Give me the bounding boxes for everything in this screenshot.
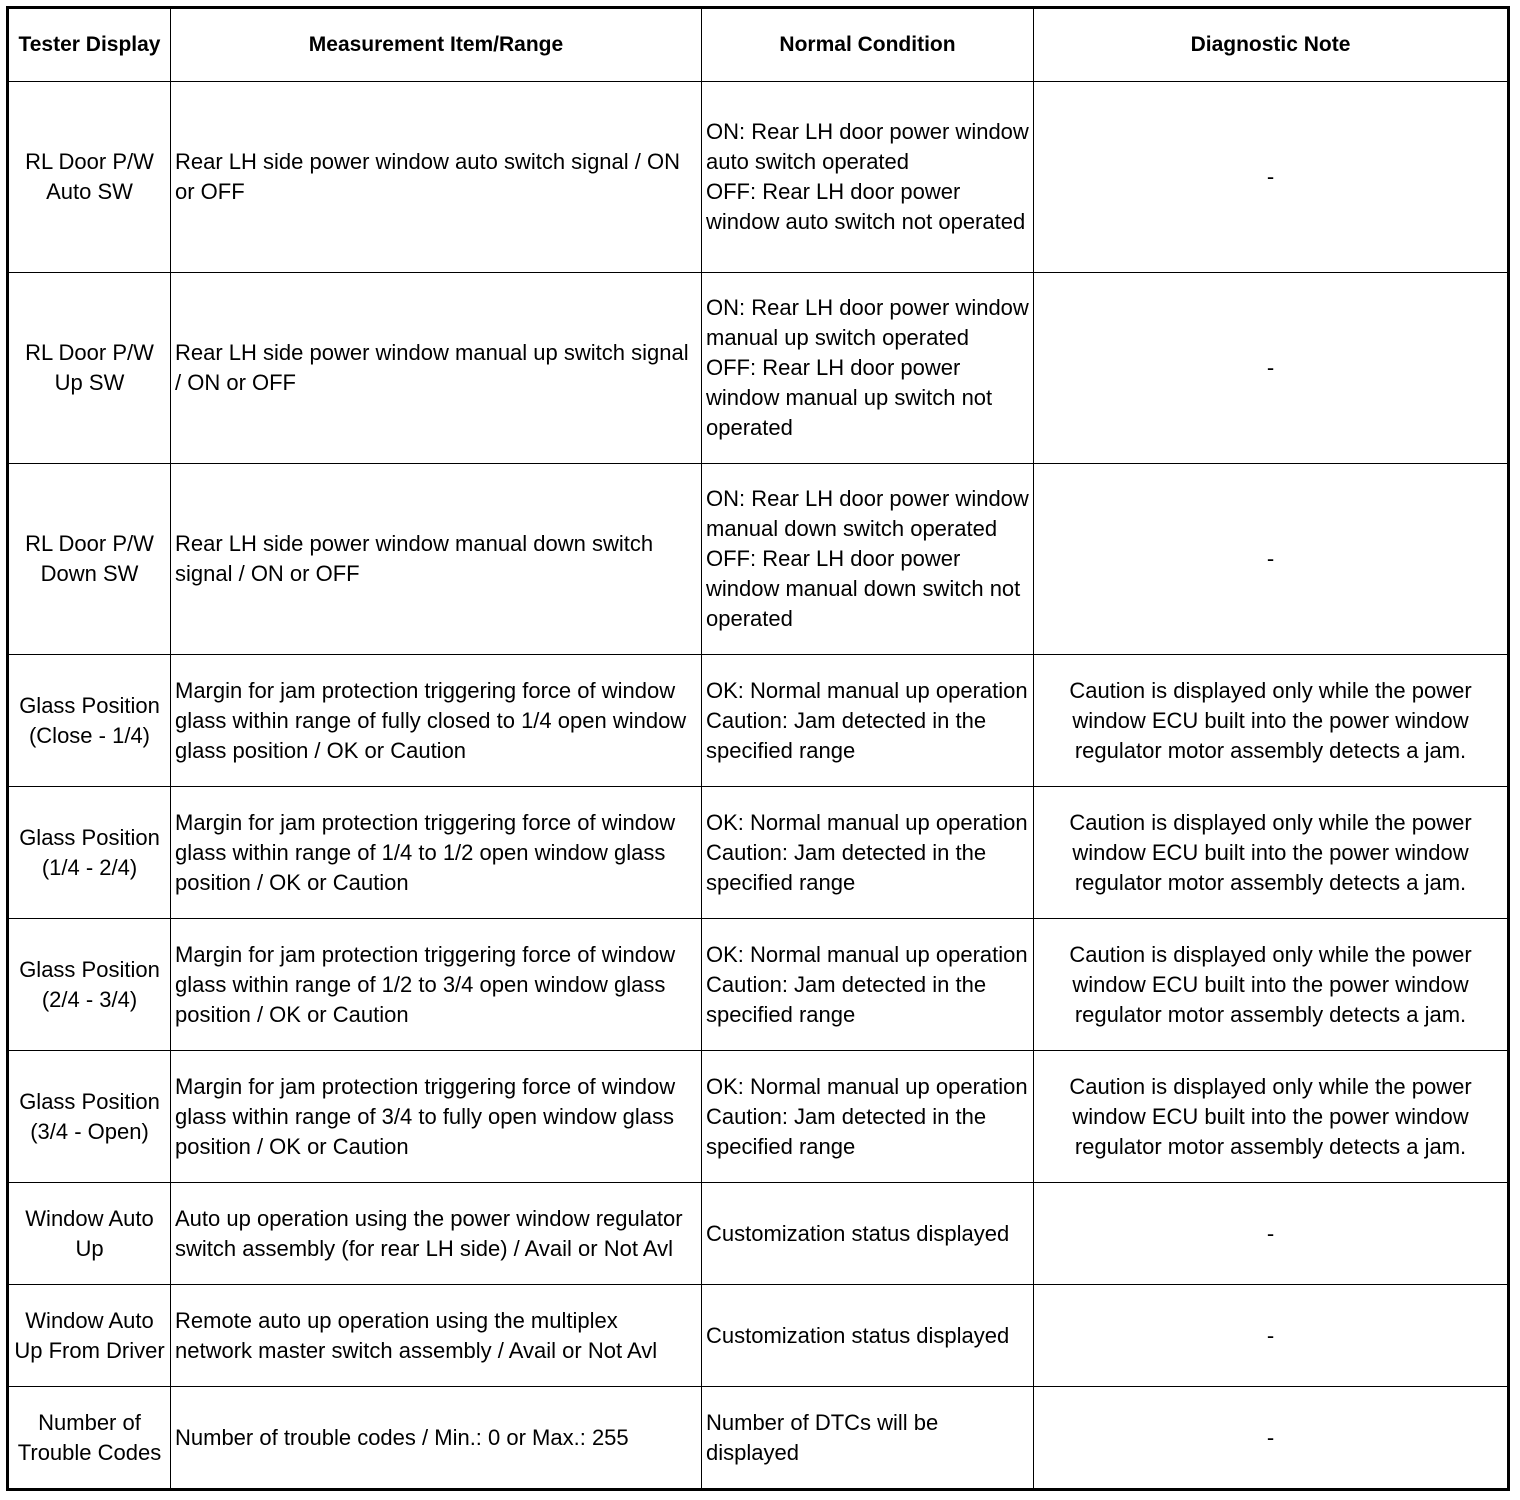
table-row	[8, 1183, 1509, 1285]
normal-condition-cell	[702, 273, 1034, 464]
diagnostic-note-cell: -	[1034, 464, 1509, 655]
tester-display-cell: Glass Position (3/4 - Open)	[8, 1051, 171, 1183]
condition-on-text: ON: Rear LH door power window auto switch operated	[706, 119, 1029, 174]
condition-off-text: OFF: Rear LH door power window manual up switch not operated	[706, 355, 993, 440]
header-normal-condition: Normal Condition	[702, 8, 1034, 82]
table-row	[8, 82, 1509, 273]
table-header-row	[8, 8, 1509, 82]
table-row	[8, 1051, 1509, 1183]
condition-on-text: ON: Rear LH door power window manual up switch operated	[706, 295, 1029, 350]
diagnostic-note-cell: Caution is displayed only while the power window ECU built into the power window regulator motor assembly detects a jam.	[1034, 1051, 1509, 1183]
condition-caution-text: Caution: Jam detected in the specified range	[706, 971, 987, 1027]
condition-ok-text: OK: Normal manual up operation	[706, 809, 1028, 835]
diagnostic-note-cell: -	[1034, 1387, 1509, 1490]
tester-display-cell: Window Auto Up	[8, 1183, 171, 1285]
diagnostic-note-cell: Caution is displayed only while the power window ECU built into the power window regulator motor assembly detects a jam.	[1034, 655, 1509, 787]
table-row	[8, 655, 1509, 787]
measurement-cell: Rear LH side power window manual down switch signal / ON or OFF	[171, 464, 702, 655]
condition-text: Number of DTCs will be displayed	[706, 1409, 939, 1465]
normal-condition-cell	[702, 1387, 1034, 1490]
tester-display-cell: Glass Position (2/4 - 3/4)	[8, 919, 171, 1051]
diagnostic-note-cell: -	[1034, 82, 1509, 273]
data-list-table	[6, 6, 1510, 1491]
diagnostic-note-cell: -	[1034, 1285, 1509, 1387]
condition-caution-text: Caution: Jam detected in the specified range	[706, 839, 987, 895]
table-row	[8, 1285, 1509, 1387]
normal-condition-cell	[702, 919, 1034, 1051]
normal-condition-cell	[702, 1285, 1034, 1387]
condition-text: Customization status displayed	[706, 1220, 1010, 1246]
measurement-cell: Margin for jam protection triggering force of window glass within range of 1/4 to 1/2 open window glass position / OK or Caution	[171, 787, 702, 919]
normal-condition-cell	[702, 1051, 1034, 1183]
tester-display-cell: RL Door P/W Down SW	[8, 464, 171, 655]
condition-caution-text: Caution: Jam detected in the specified range	[706, 1103, 987, 1159]
header-diagnostic-note: Diagnostic Note	[1034, 8, 1509, 82]
tester-display-cell: Window Auto Up From Driver	[8, 1285, 171, 1387]
table-row	[8, 787, 1509, 919]
tester-display-cell: RL Door P/W Auto SW	[8, 82, 171, 273]
measurement-cell: Rear LH side power window auto switch signal / ON or OFF	[171, 82, 702, 273]
condition-caution-text: Caution: Jam detected in the specified range	[706, 707, 987, 763]
condition-text: Customization status displayed	[706, 1322, 1010, 1348]
condition-off-text: OFF: Rear LH door power window auto switch not operated	[706, 179, 1026, 234]
table-row	[8, 464, 1509, 655]
tester-display-cell: Glass Position (Close - 1/4)	[8, 655, 171, 787]
table-row	[8, 273, 1509, 464]
measurement-cell: Number of trouble codes / Min.: 0 or Max.: 255	[171, 1387, 702, 1490]
condition-ok-text: OK: Normal manual up operation	[706, 1073, 1028, 1099]
measurement-cell: Remote auto up operation using the multiplex network master switch assembly / Avail or Not Avl	[171, 1285, 702, 1387]
measurement-cell: Margin for jam protection triggering force of window glass within range of fully closed to 1/4 open window glass position / OK or Caution	[171, 655, 702, 787]
normal-condition-cell	[702, 655, 1034, 787]
diagnostic-note-cell: -	[1034, 1183, 1509, 1285]
tester-display-cell: Glass Position (1/4 - 2/4)	[8, 787, 171, 919]
diagnostic-note-cell: Caution is displayed only while the power window ECU built into the power window regulator motor assembly detects a jam.	[1034, 919, 1509, 1051]
table-row	[8, 1387, 1509, 1490]
measurement-cell: Margin for jam protection triggering force of window glass within range of 1/2 to 3/4 open window glass position / OK or Caution	[171, 919, 702, 1051]
diagnostic-note-cell: -	[1034, 273, 1509, 464]
condition-ok-text: OK: Normal manual up operation	[706, 677, 1028, 703]
condition-off-text: OFF: Rear LH door power window manual down switch not operated	[706, 546, 1021, 631]
diagnostic-note-cell: Caution is displayed only while the power window ECU built into the power window regulator motor assembly detects a jam.	[1034, 787, 1509, 919]
tester-display-cell: RL Door P/W Up SW	[8, 273, 171, 464]
measurement-cell: Rear LH side power window manual up switch signal / ON or OFF	[171, 273, 702, 464]
header-tester-display: Tester Display	[8, 8, 171, 82]
measurement-cell: Auto up operation using the power window regulator switch assembly (for rear LH side) / Avail or Not Avl	[171, 1183, 702, 1285]
condition-on-text: ON: Rear LH door power window manual down switch operated	[706, 486, 1029, 541]
tester-display-cell: Number of Trouble Codes	[8, 1387, 171, 1490]
header-measurement: Measurement Item/Range	[171, 8, 702, 82]
normal-condition-cell	[702, 787, 1034, 919]
condition-ok-text: OK: Normal manual up operation	[706, 941, 1028, 967]
table-row	[8, 919, 1509, 1051]
normal-condition-cell	[702, 82, 1034, 273]
measurement-cell: Margin for jam protection triggering force of window glass within range of 3/4 to fully open window glass position / OK or Caution	[171, 1051, 702, 1183]
normal-condition-cell	[702, 1183, 1034, 1285]
normal-condition-cell	[702, 464, 1034, 655]
